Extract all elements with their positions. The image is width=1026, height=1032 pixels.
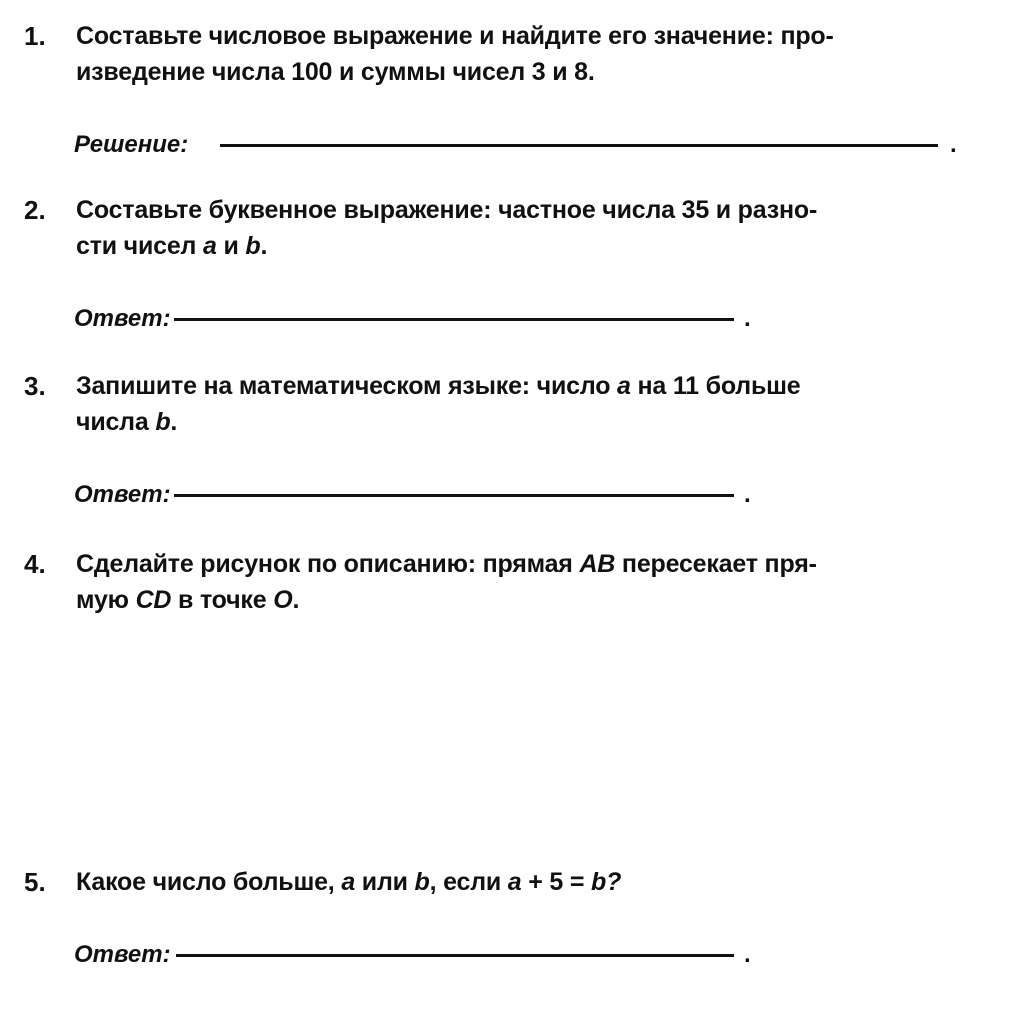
- statement-line: Сделайте рисунок по описанию: прямая AB пересекает пря-: [76, 550, 817, 578]
- drawing-area[interactable]: [74, 630, 954, 850]
- task-number: 3.: [24, 371, 46, 401]
- answer-end-dot: .: [744, 941, 751, 968]
- solution-end-dot: .: [950, 131, 957, 158]
- line-name-cd: CD: [135, 586, 172, 614]
- answer-label: Ответ:: [74, 305, 171, 332]
- variable-a: a: [202, 232, 217, 260]
- answer-label: Ответ:: [74, 941, 171, 968]
- statement-line: Составьте буквенное выражение: частное числа 35 и разно-: [76, 196, 818, 224]
- variable-a: a: [341, 868, 356, 896]
- answer-label: Ответ:: [74, 481, 171, 508]
- solution-input-line[interactable]: [220, 144, 938, 147]
- variable-b: b: [245, 232, 261, 260]
- task-statement: [76, 368, 970, 440]
- line-name-ab: AB: [579, 550, 616, 578]
- statement-line: сти чисел a и b.: [76, 232, 268, 260]
- variable-a: a: [507, 868, 522, 896]
- statement-line: Запишите на математическом языке: число a на 11 больше: [76, 372, 801, 400]
- task-number: 1.: [24, 21, 46, 51]
- variable-b: b: [155, 408, 171, 436]
- point-name-o: O: [273, 586, 293, 614]
- variable-a: a: [617, 372, 631, 400]
- task-number: 5.: [24, 867, 46, 897]
- statement-line: числа b.: [76, 408, 178, 436]
- answer-input-line[interactable]: [174, 494, 734, 497]
- answer-end-dot: .: [744, 305, 751, 332]
- task-number: 2.: [24, 195, 46, 225]
- answer-end-dot: .: [744, 481, 751, 508]
- statement-line: изведение числа 100 и суммы чисел 3 и 8.: [76, 58, 595, 86]
- variable-b: b?: [591, 868, 622, 896]
- task-statement: [76, 192, 970, 264]
- answer-input-line[interactable]: [176, 954, 734, 957]
- task-statement: [76, 546, 970, 618]
- statement-line: Какое число больше, a или b, если a + 5 = b?: [76, 868, 622, 896]
- answer-input-line[interactable]: [174, 318, 734, 321]
- task-statement: [76, 18, 970, 90]
- solution-label: Решение:: [74, 131, 189, 158]
- variable-b: b: [414, 868, 430, 896]
- task-number: 4.: [24, 549, 46, 579]
- statement-line: мую CD в точке O.: [76, 586, 300, 614]
- statement-line: Составьте числовое выражение и найдите его значение: про-: [76, 22, 834, 50]
- task-statement: [76, 864, 970, 900]
